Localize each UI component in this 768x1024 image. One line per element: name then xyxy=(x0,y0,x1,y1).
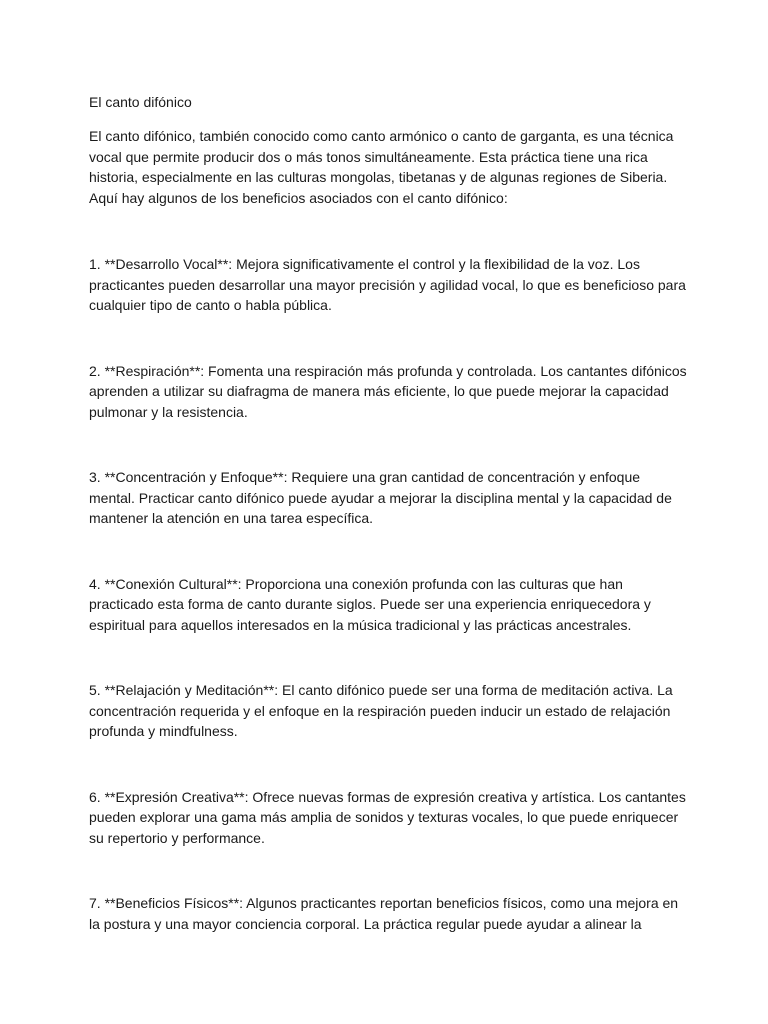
benefit-paragraph-6: 6. **Expresión Creativa**: Ofrece nuevas formas de expresión creativa y artística. Los cantantes pueden explorar una gama más amplia de sonidos y texturas vocales, lo que puede enriquecer su repertorio y performance. xyxy=(89,788,686,846)
benefit-paragraph-2: 2. **Respiración**: Fomenta una respiración más profunda y controlada. Los cantantes difónicos aprenden a utilizar su diafragma de manera más eficiente, lo que puede mejorar la capacidad pulmonar y la resistencia. xyxy=(89,362,687,420)
document-title: El canto difónico xyxy=(89,94,192,110)
intro-paragraph: El canto difónico, también conocido como canto armónico o canto de garganta, es una técnica vocal que permite producir dos o más tonos simultáneamente. Esta práctica tiene una rica historia, especialmente en las culturas mongolas, tibetanas y de algunas regiones de Siberia. Aquí hay algunos de los beneficios asociados con el canto difónico: xyxy=(89,128,674,206)
benefit-paragraph-5: 5. **Relajación y Meditación**: El canto difónico puede ser una forma de meditación activa. La concentración requerida y el enfoque en la respiración pueden inducir un estado de relajación profunda y mindfulness. xyxy=(89,682,673,739)
benefit-paragraph-4: 4. **Conexión Cultural**: Proporciona una conexión profunda con las culturas que han practicado esta forma de canto durante siglos. Puede ser una experiencia enriquecedora y espiritual para aquellos interesados en la música tradicional y las prácticas ancestrales. xyxy=(89,575,651,633)
benefit-paragraph-3: 3. **Concentración y Enfoque**: Requiere una gran cantidad de concentración y enfoque mental. Practicar canto difónico puede ayudar a mejorar la disciplina mental y la capacidad de mantener la atención en una tarea específica. xyxy=(89,469,672,526)
benefit-paragraph-1: 1. **Desarrollo Vocal**: Mejora significativamente el control y la flexibilidad de la voz. Los practicantes pueden desarrollar una mayor precisión y agilidad vocal, lo que es beneficioso para cualquier tipo de canto o habla pública. xyxy=(89,256,686,313)
document-page xyxy=(89,92,689,979)
benefit-paragraph-7: 7. **Beneficios Físicos**: Algunos practicantes reportan beneficios físicos, como una mejora en la postura y una mayor conciencia corporal. La práctica regular puede ayudar a alinear la xyxy=(89,895,679,932)
